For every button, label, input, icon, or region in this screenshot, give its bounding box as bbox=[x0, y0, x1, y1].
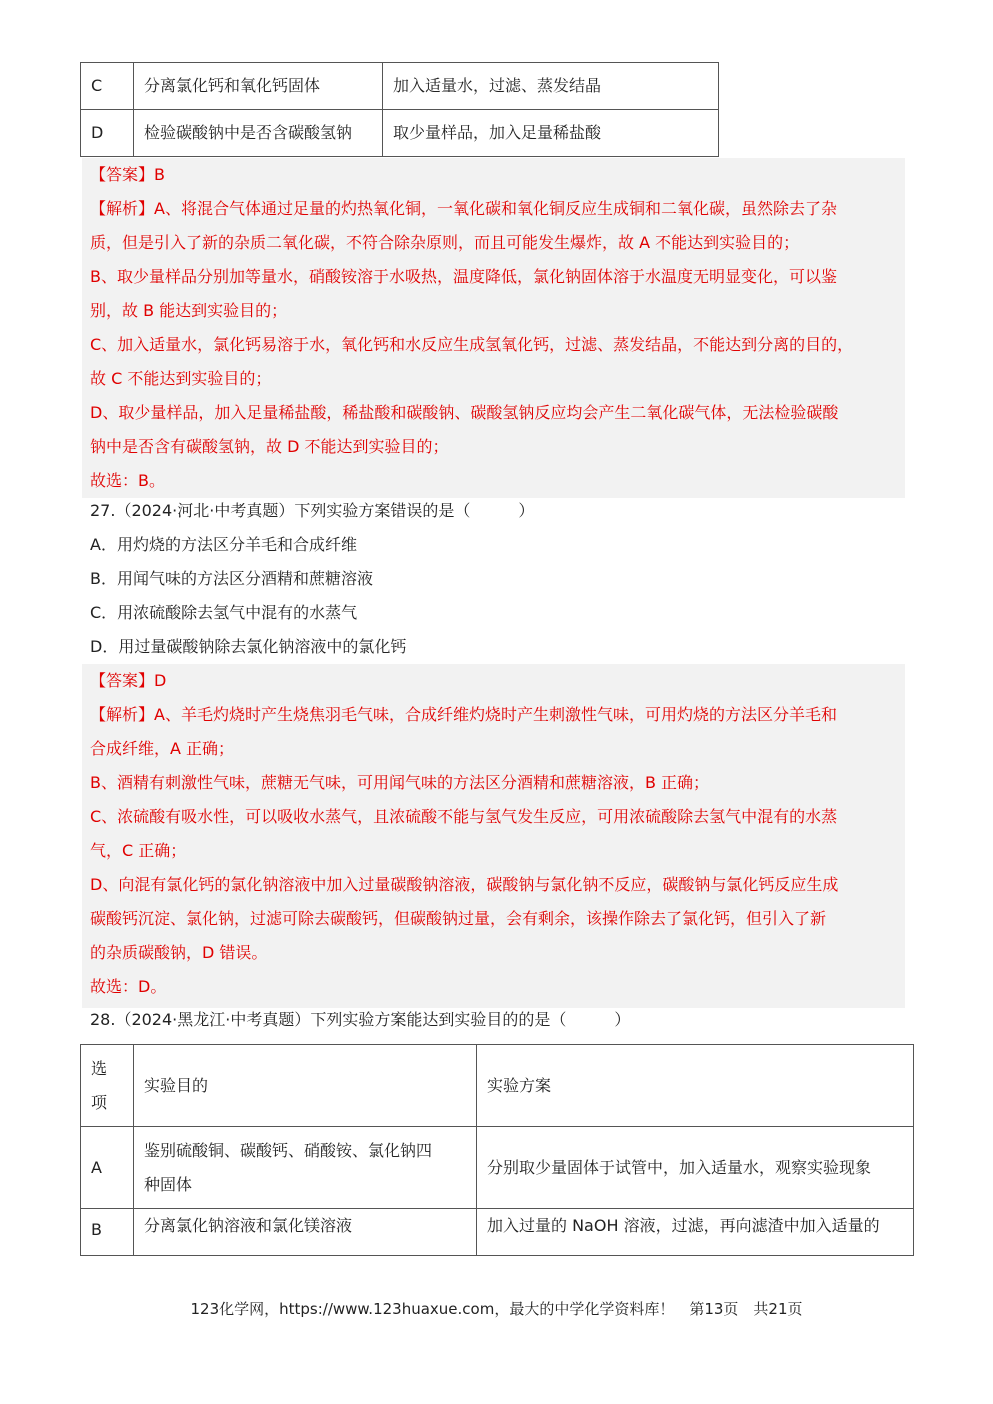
option-cell: A bbox=[81, 1127, 134, 1209]
option-a: A．用灼烧的方法区分羊毛和合成纤维 bbox=[90, 535, 357, 554]
answer-line: 【答案】B bbox=[90, 165, 165, 184]
purpose-cell: 分离氯化钠溶液和氯化镁溶液 bbox=[134, 1209, 477, 1256]
question-28-stem: 28.（2024·黑龙江·中考真题）下列实验方案能达到实验目的的是（ ） bbox=[90, 1010, 631, 1029]
option-cell: B bbox=[81, 1209, 134, 1256]
table-row bbox=[81, 1209, 914, 1256]
plan-cell: 加入过量的 NaOH 溶液，过滤，再向滤渣中加入适量的 bbox=[477, 1209, 914, 1256]
q28-table bbox=[80, 1044, 914, 1256]
purpose-cell: 分离氯化钙和氧化钙固体 bbox=[134, 63, 383, 110]
table-row bbox=[81, 1127, 914, 1209]
analysis-line: 故选：D。 bbox=[90, 977, 167, 996]
answer-block-1 bbox=[82, 158, 905, 498]
analysis-line: 【解析】A、羊毛灼烧时产生烧焦羽毛气味，合成纤维灼烧时产生刺激性气味，可用灼烧的方法区分羊毛和 bbox=[90, 705, 837, 724]
analysis-line: 气，C 正确； bbox=[90, 841, 187, 860]
analysis-line: B、酒精有刺激性气味，蔗糖无气味，可用闻气味的方法区分酒精和蔗糖溶液，B 正确； bbox=[90, 773, 710, 792]
question-27 bbox=[90, 494, 534, 664]
analysis-line: 质，但是引入了新的杂质二氧化碳，不符合除杂原则，而且可能发生爆炸，故 A 不能达到实验目的； bbox=[90, 233, 800, 252]
option-c: C．用浓硫酸除去氢气中混有的水蒸气 bbox=[90, 603, 358, 622]
purpose-cell: 检验碳酸钠中是否含碳酸氢钠 bbox=[134, 110, 383, 157]
option-header: 选 项 bbox=[81, 1045, 134, 1127]
analysis-line: 钠中是否含有碳酸氢钠，故 D 不能达到实验目的； bbox=[90, 437, 449, 456]
analysis-line: C、加入适量水，氯化钙易溶于水，氧化钙和水反应生成氢氧化钙，过滤、蒸发结晶，不能达到分离的目的， bbox=[90, 335, 854, 354]
analysis-line: 别，故 B 能达到实验目的； bbox=[90, 301, 288, 320]
analysis-line: 合成纤维，A 正确； bbox=[90, 739, 235, 758]
analysis-line: 故 C 不能达到实验目的； bbox=[90, 369, 272, 388]
top-table bbox=[80, 62, 719, 157]
purpose-header: 实验目的 bbox=[134, 1045, 477, 1127]
table-row bbox=[81, 110, 719, 157]
analysis-line: D、取少量样品，加入足量稀盐酸，稀盐酸和碳酸钠、碳酸氢钠反应均会产生二氧化碳气体，无法检验碳酸 bbox=[90, 403, 839, 422]
option-d: D．用过量碳酸钠除去氯化钠溶液中的氯化钙 bbox=[90, 637, 407, 656]
plan-cell: 加入适量水，过滤、蒸发结晶 bbox=[383, 63, 719, 110]
question-stem: 27.（2024·河北·中考真题）下列实验方案错误的是（ ） bbox=[90, 501, 535, 520]
analysis-line: 碳酸钙沉淀、氯化钠，过滤可除去碳酸钙，但碳酸钠过量，会有剩余，该操作除去了氯化钙，但引入了新 bbox=[90, 909, 827, 928]
analysis-line: 【解析】A、将混合气体通过足量的灼热氧化铜，一氧化碳和氧化铜反应生成铜和二氧化碳，虽然除去了杂 bbox=[90, 199, 837, 218]
option-cell: D bbox=[81, 110, 134, 157]
analysis-line: B、取少量样品分别加等量水，硝酸铵溶于水吸热，温度降低，氯化钠固体溶于水温度无明显变化，可以鉴 bbox=[90, 267, 837, 286]
option-cell: C bbox=[81, 63, 134, 110]
plan-cell: 取少量样品，加入足量稀盐酸 bbox=[383, 110, 719, 157]
purpose-cell: 鉴别硫酸铜、碳酸钙、硝酸铵、氯化钠四 种固体 bbox=[134, 1127, 477, 1209]
analysis-line: C、浓硫酸有吸水性，可以吸收水蒸气，且浓硫酸不能与氢气发生反应，可用浓硫酸除去氢气中混有的水蒸 bbox=[90, 807, 838, 826]
table-header-row bbox=[81, 1045, 914, 1127]
analysis-line: 故选：B。 bbox=[90, 471, 165, 490]
answer-line: 【答案】D bbox=[90, 671, 167, 690]
analysis-line: 的杂质碳酸钠，D 错误。 bbox=[90, 943, 268, 962]
plan-cell: 分别取少量固体于试管中，加入适量水，观察实验现象 bbox=[477, 1127, 914, 1209]
plan-header: 实验方案 bbox=[477, 1045, 914, 1127]
table-row bbox=[81, 63, 719, 110]
page-footer: 123化学网，https://www.123huaxue.com，最大的中学化学资料库！ 第13页 共21页 bbox=[190, 1300, 803, 1318]
analysis-line: D、向混有氯化钙的氯化钠溶液中加入过量碳酸钠溶液，碳酸钠与氯化钠不反应，碳酸钠与氯化钙反应生成 bbox=[90, 875, 839, 894]
answer-block-2 bbox=[82, 664, 905, 1008]
option-b: B．用闻气味的方法区分酒精和蔗糖溶液 bbox=[90, 569, 373, 588]
